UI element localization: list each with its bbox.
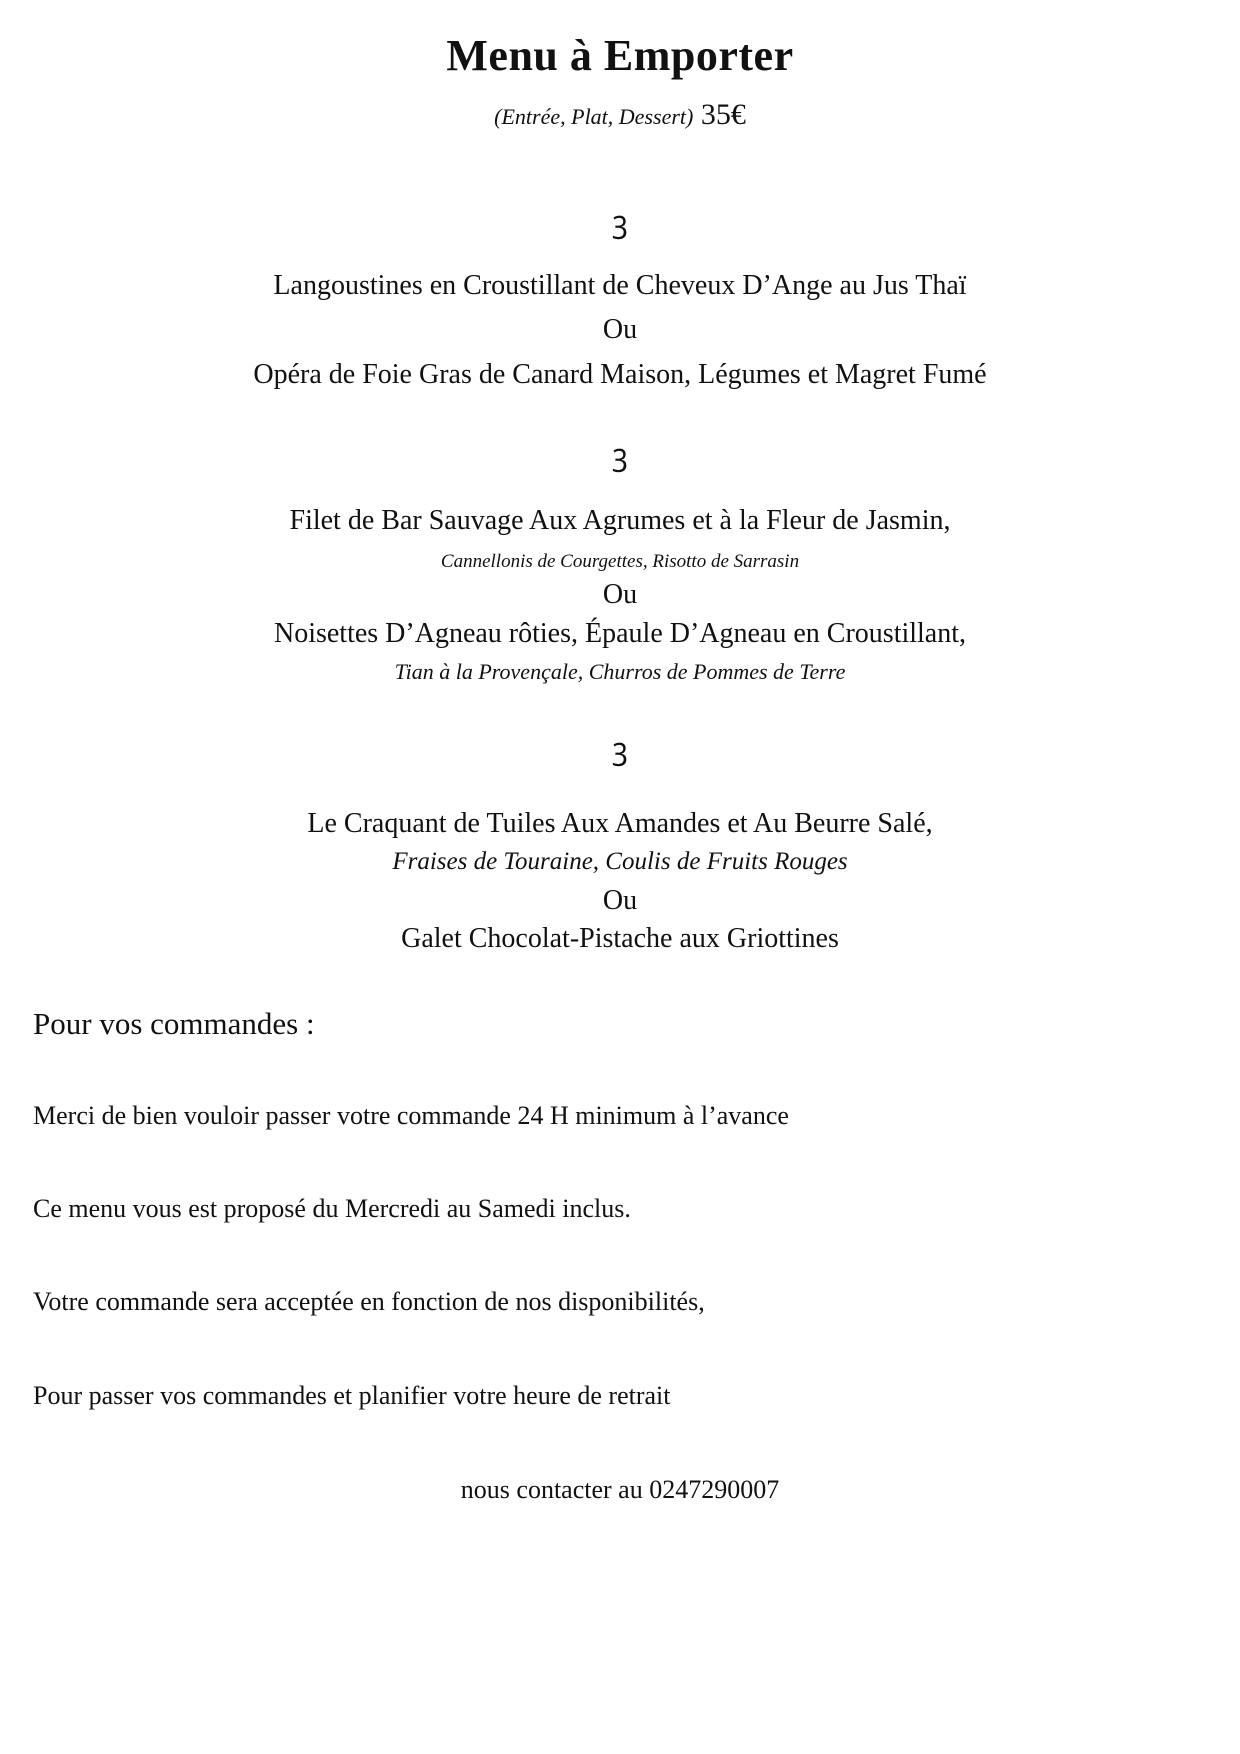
- menu-price: 35€: [700, 98, 746, 131]
- entree-option-1: Langoustines en Croustillant de Cheveux D’Ange au Jus Thaï: [273, 270, 967, 301]
- entree-separator: Ou: [602, 314, 638, 345]
- plat-option-2-garnish: Tian à la Provençale, Churros de Pommes de Terre: [394, 659, 846, 684]
- entree-option-2: Opéra de Foie Gras de Canard Maison, Légumes et Magret Fumé: [253, 359, 987, 390]
- dessert-separator: Ou: [602, 885, 638, 916]
- orders-pickup-note: Pour passer vos commandes et planifier votre heure de retrait: [33, 1381, 671, 1410]
- orders-heading: Pour vos commandes :: [33, 1006, 315, 1041]
- page-title: Menu à Emporter: [446, 31, 794, 80]
- dessert-option-1: Le Craquant de Tuiles Aux Amandes et Au Beurre Salé,: [307, 808, 933, 839]
- ornament-divider-icon: ꝫ: [612, 206, 628, 239]
- plat-option-1: Filet de Bar Sauvage Aux Agrumes et à la Fleur de Jasmin,: [289, 505, 951, 536]
- ornament-divider-icon: ꝫ: [612, 733, 628, 766]
- dessert-option-1-garnish: Fraises de Touraine, Coulis de Fruits Rouges: [392, 848, 848, 875]
- ornament-divider-icon: ꝫ: [612, 439, 628, 472]
- orders-contact-phone: nous contacter au 0247290007: [460, 1475, 780, 1504]
- plat-separator: Ou: [602, 579, 638, 610]
- courses-label: (Entrée, Plat, Dessert): [494, 104, 694, 129]
- plat-option-1-garnish: Cannellonis de Courgettes, Risotto de Sarrasin: [440, 551, 800, 572]
- orders-availability-days: Ce menu vous est proposé du Mercredi au Samedi inclus.: [33, 1194, 631, 1223]
- dessert-option-2: Galet Chocolat-Pistache aux Griottines: [401, 923, 839, 954]
- plat-option-2: Noisettes D’Agneau rôties, Épaule D’Agneau en Croustillant,: [273, 618, 967, 649]
- orders-acceptance-note: Votre commande sera acceptée en fonction de nos disponibilités,: [33, 1287, 705, 1316]
- orders-advance-notice: Merci de bien vouloir passer votre commande 24 H minimum à l’avance: [33, 1101, 789, 1130]
- menu-subtitle: [0, 98, 1240, 132]
